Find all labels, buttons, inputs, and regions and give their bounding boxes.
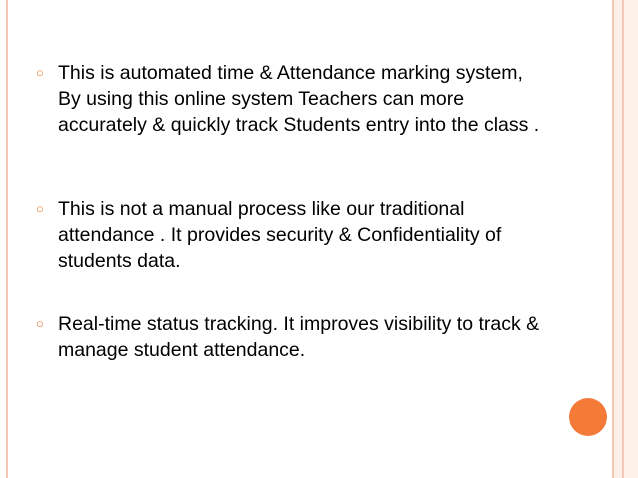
hollow-circle-bullet-icon: ○ [36, 201, 44, 216]
hollow-circle-bullet-icon: ○ [36, 65, 44, 80]
bullet-text: This is not a manual process like our traditional attendance . It provides security & Confidentiality of students data. [58, 198, 502, 272]
bullet-text: Real-time status tracking. It improves visibility to track & manage student attendance. [58, 313, 540, 361]
bullet-item [36, 311, 546, 363]
bullet-item [36, 60, 546, 138]
bullet-item [36, 196, 546, 274]
hollow-circle-bullet-icon: ○ [36, 316, 44, 331]
bullet-text: This is automated time & Attendance marking system, By using this online system Teachers can more accurately & quickly track Students entry into the class . [58, 62, 540, 136]
